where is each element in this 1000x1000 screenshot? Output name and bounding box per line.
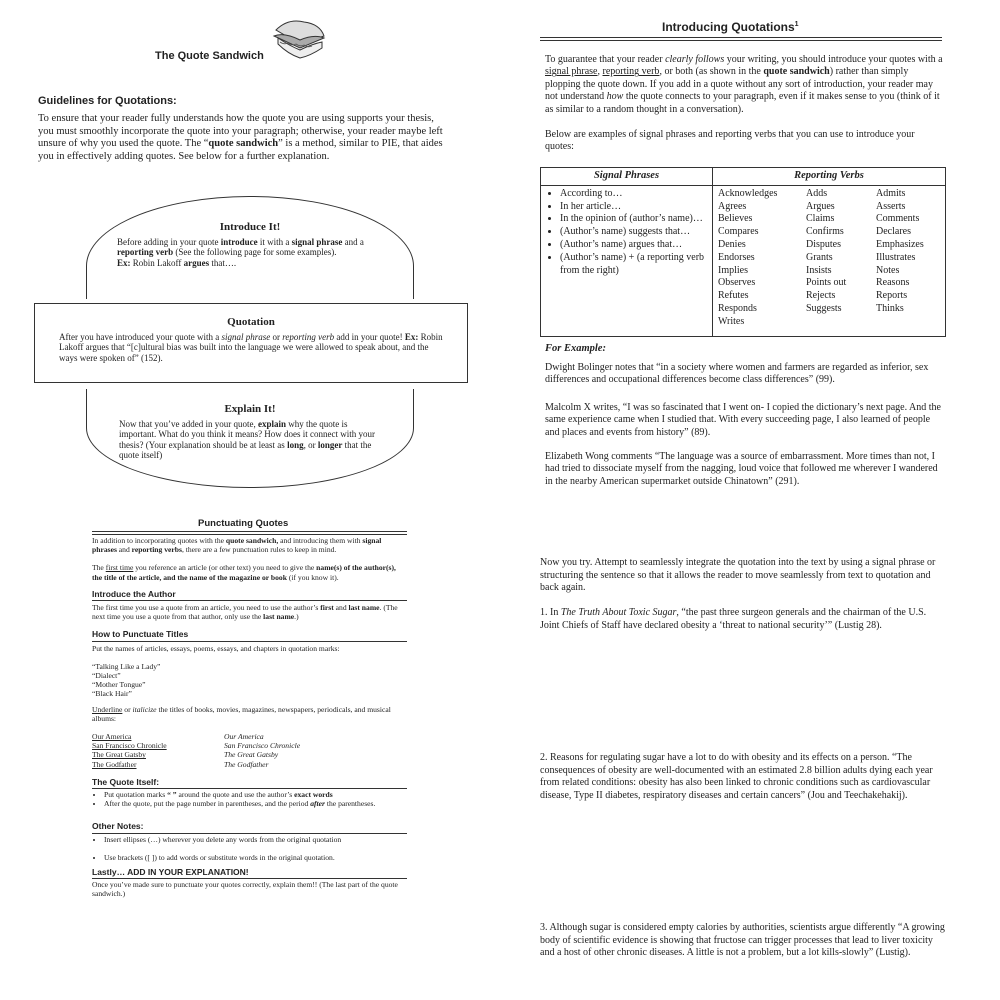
reporting-verb: Argues bbox=[806, 200, 835, 212]
reporting-verb: Observes bbox=[718, 277, 756, 289]
reporting-verb: Reasons bbox=[876, 277, 910, 289]
quotation-text: After you have introduced your quote with a signal phrase or reporting verb add in your quote! Ex: Robin Lakoff argues that “[c]ultural bias was built into the language we were allowed to speak about, and the ways were spoken of” (152). bbox=[59, 332, 443, 363]
reporting-verb: Thinks bbox=[876, 302, 904, 314]
list-item: • In her article… bbox=[560, 201, 707, 214]
quoted-title: “Mother Tongue” bbox=[92, 680, 146, 690]
italic-title: Our America bbox=[224, 732, 264, 742]
reporting-verb: Responds bbox=[718, 302, 757, 314]
other-notes-list bbox=[92, 835, 407, 862]
reporting-verb: Claims bbox=[806, 213, 835, 225]
quoted-titles bbox=[92, 662, 407, 699]
list-item: • After the quote, put the page number in parentheses, and the period after the parentheses. bbox=[104, 799, 407, 808]
example-bolinger: Dwight Bolinger notes that “in a society where women and farmers are regarded as inferior, sex differences and occupational differences become class differences” (99). bbox=[545, 362, 929, 386]
introduce-text: Before adding in your quote introduce it with a signal phrase and a reporting verb (See the following page for some examples). Ex: Robin Lakoff argues that…. bbox=[117, 237, 364, 268]
exercise-1: 1. In The Truth About Toxic Sugar, “the past three surgeon generals and the chairman of the U.S. Joint Chiefs of Staff have declared obesity a ‘threat to national security’” (Lustig 28). bbox=[540, 607, 927, 631]
reporting-verbs-header: Reporting Verbs bbox=[713, 168, 946, 186]
lastly-text: Once you’ve made sure to punctuate your quotes correctly, explain them!! (The last part of the quote sandwich.) bbox=[92, 880, 398, 899]
signal-phrases-header: Signal Phrases bbox=[541, 168, 713, 186]
list-item: • In the opinion of (author’s name)… bbox=[560, 213, 707, 226]
explain-text: Now that you’ve added in your quote, explain why the quote is important. What do you think it means? How does it connect with your thesis? (Your explanation should be at least as long, or longer that the quote itself) bbox=[119, 419, 376, 461]
reporting-verb: Notes bbox=[876, 264, 900, 276]
reporting-verb bbox=[806, 316, 876, 329]
reporting-verb: Agrees bbox=[718, 200, 747, 212]
reporting-verb: Believes bbox=[718, 213, 753, 225]
reporting-verb: Comments bbox=[876, 213, 920, 225]
reporting-verb: Acknowledges bbox=[718, 187, 778, 199]
list-item: • (Author’s name) + (a reporting verb from the right) bbox=[560, 252, 707, 278]
sandwich-icon bbox=[270, 14, 328, 62]
reporting-verb: Denies bbox=[718, 238, 746, 250]
signal-table bbox=[540, 167, 946, 337]
intro-paragraph: To guarantee that your reader clearly follows your writing, you should introduce your quotes with a signal phrase, reporting verb, or both (as shown in the quote sandwich) rather than simply plopping the quote down. If you add in a quote without any sort of introduction, your reader may not understand how the quote connects to your paragraph, even if it makes sense to you (think of it as similar to a random thought in a conversation). bbox=[545, 54, 943, 115]
italic-title: The Godfather bbox=[224, 759, 269, 769]
reporting-verb: Suggests bbox=[806, 302, 842, 314]
list-item: • (Author’s name) suggests that… bbox=[560, 226, 707, 239]
reporting-verb: Confirms bbox=[806, 226, 844, 238]
example-wong: Elizabeth Wong comments “The language was a source of embarrassment. More times than not, I had tried to dissociate myself from the nagging, loud voice that followed me wherever I wandered in the nearby American supermarket outside Chinatown” (291). bbox=[545, 451, 938, 487]
example-malcolm-x: Malcolm X writes, “I was so fascinated that I went on- I copied the dictionary’s next page. And the same experience came when I studied that. With every succeeding page, I also learned of people and places and events from history” (89). bbox=[545, 402, 941, 438]
introduce-author-text: The first time you use a quote from an article, you need to use the author’s first and last name. (The next time you use a quote from that author, only use the last name.) bbox=[92, 603, 398, 622]
reporting-verb: Declares bbox=[876, 226, 911, 238]
punct-first-time: The first time you reference an article (or other text) you need to give the name(s) of the author(s), the title of the article, and the name of the magazine or book (if you know it). bbox=[92, 563, 396, 582]
reporting-verb: Grants bbox=[806, 251, 833, 263]
guidelines-text: To ensure that your reader fully understands how the quote you are using supports your thesis, you must smoothly incorporate the quote into your paragraph; otherwise, your reader maybe left unsure of why you used the quote. The “quote sandwich” is a method, similar to PIE, that aides you in effectively adding quotes. See below for a further explanation. bbox=[38, 113, 443, 162]
reporting-verb: Rejects bbox=[806, 290, 836, 302]
reporting-verb: Disputes bbox=[806, 238, 841, 250]
explain-box bbox=[86, 389, 414, 488]
introduce-box bbox=[86, 196, 414, 299]
signal-phrases-list bbox=[546, 188, 707, 278]
titles-text: Put the names of articles, essays, poems, essays, and chapters in quotation marks: bbox=[92, 643, 340, 653]
underlined-title: Our America bbox=[92, 732, 132, 742]
explain-title: Explain It! bbox=[224, 403, 276, 415]
introduce-title: Introduce It! bbox=[219, 221, 281, 233]
reporting-verb: Endorses bbox=[718, 251, 755, 263]
reporting-verb: Reports bbox=[876, 290, 908, 302]
list-item: • Put quotation marks “ ” around the quote and use the author’s exact words bbox=[104, 790, 407, 799]
exercise-2: 2. Reasons for regulating sugar have a lot to do with obesity and its effects on a person. “The consequences of obesity are well-documented with an estimated 2.8 billion adults dying each year from related conditions: obesity has also been linked to chronic conditions such as cardiovascular disease, Type II diabetes, respiratory diseases and certain cancers” (Jou and Teechakehakij). bbox=[540, 752, 933, 801]
reporting-verb: Illustrates bbox=[876, 251, 916, 263]
list-item: • According to… bbox=[560, 188, 707, 201]
list-item: • Use brackets ([ ]) to add words or substitute words in the original quotation. bbox=[104, 853, 407, 862]
punct-intro: In addition to incorporating quotes with the quote sandwich, and introducing them with signal phrases and reporting verbs, there are a few punctuation rules to keep in mind. bbox=[92, 536, 382, 555]
punctuating-section bbox=[92, 536, 407, 899]
punctuating-rule bbox=[92, 531, 407, 535]
exercise-3: 3. Although sugar is considered empty calories by authorities, scientists argue differently “A growing body of scientific evidence is showing that fructose can trigger processes that lead to liver toxicity and a host of other chronic diseases. A little is not a problem, but a lot kills-slowly” (Lustig). bbox=[540, 922, 945, 959]
reporting-verb: Asserts bbox=[876, 200, 906, 212]
punctuating-title: Punctuating Quotes bbox=[198, 518, 289, 529]
introducing-title: Introducing Quotations$^1$ bbox=[662, 20, 799, 34]
reporting-verb: Points out bbox=[806, 277, 847, 289]
quoted-title: “Black Hair” bbox=[92, 689, 132, 699]
introducing-rule bbox=[540, 37, 942, 41]
underlined-title: San Francisco Chronicle bbox=[92, 741, 167, 751]
reporting-verb: Emphasizes bbox=[876, 238, 924, 250]
reporting-verbs-grid bbox=[718, 188, 940, 329]
quotation-title: Quotation bbox=[227, 316, 275, 328]
underline-text: Underline or italicize the titles of books, movies, magazines, newspapers, periodicals, and musical albums: bbox=[92, 704, 391, 723]
titles-heading: How to Punctuate Titles bbox=[92, 629, 189, 640]
quotation-box bbox=[34, 303, 468, 383]
list-item: • (Author’s name) argues that… bbox=[560, 239, 707, 252]
introduce-author-heading: Introduce the Author bbox=[92, 588, 176, 599]
underlined-title: The Godfather bbox=[92, 759, 137, 769]
reporting-verb bbox=[876, 316, 940, 329]
quote-itself-heading: The Quote Itself: bbox=[92, 776, 160, 787]
reporting-verb: Insists bbox=[806, 264, 832, 276]
italic-title: San Francisco Chronicle bbox=[224, 741, 301, 751]
list-item: • Insert ellipses (…) wherever you delete any words from the original quotation bbox=[104, 835, 407, 844]
reporting-verb: Writes bbox=[718, 315, 745, 327]
lastly-heading: Lastly… ADD IN YOUR EXPLANATION! bbox=[92, 867, 249, 878]
reporting-verb: Adds bbox=[806, 187, 828, 199]
underlined-title: The Great Gatsby bbox=[92, 750, 146, 760]
for-example-heading: For Example: bbox=[545, 343, 606, 354]
reporting-verb: Implies bbox=[718, 264, 748, 276]
try-intro: Now you try. Attempt to seamlessly integrate the quotation into the text by using a signal phrase or structuring the sentence so that it allows the reader to move seamlessly from text to quotation and back again. bbox=[540, 557, 936, 594]
reporting-verb: Admits bbox=[876, 187, 906, 199]
sandwich-title: The Quote Sandwich bbox=[155, 50, 264, 62]
quoted-title: “Talking Like a Lady” bbox=[92, 661, 161, 671]
other-notes-heading: Other Notes: bbox=[92, 821, 144, 832]
italic-title: The Great Gatsby bbox=[224, 750, 279, 760]
quote-itself-list bbox=[92, 790, 407, 808]
guidelines-heading: Guidelines for Quotations: bbox=[38, 95, 177, 107]
reporting-verb: Compares bbox=[718, 226, 759, 238]
below-paragraph: Below are examples of signal phrases and reporting verbs that you can use to introduce your quotes: bbox=[545, 129, 915, 153]
title-examples bbox=[92, 732, 407, 769]
reporting-verb: Refutes bbox=[718, 290, 749, 302]
quoted-title: “Dialect” bbox=[92, 671, 121, 681]
